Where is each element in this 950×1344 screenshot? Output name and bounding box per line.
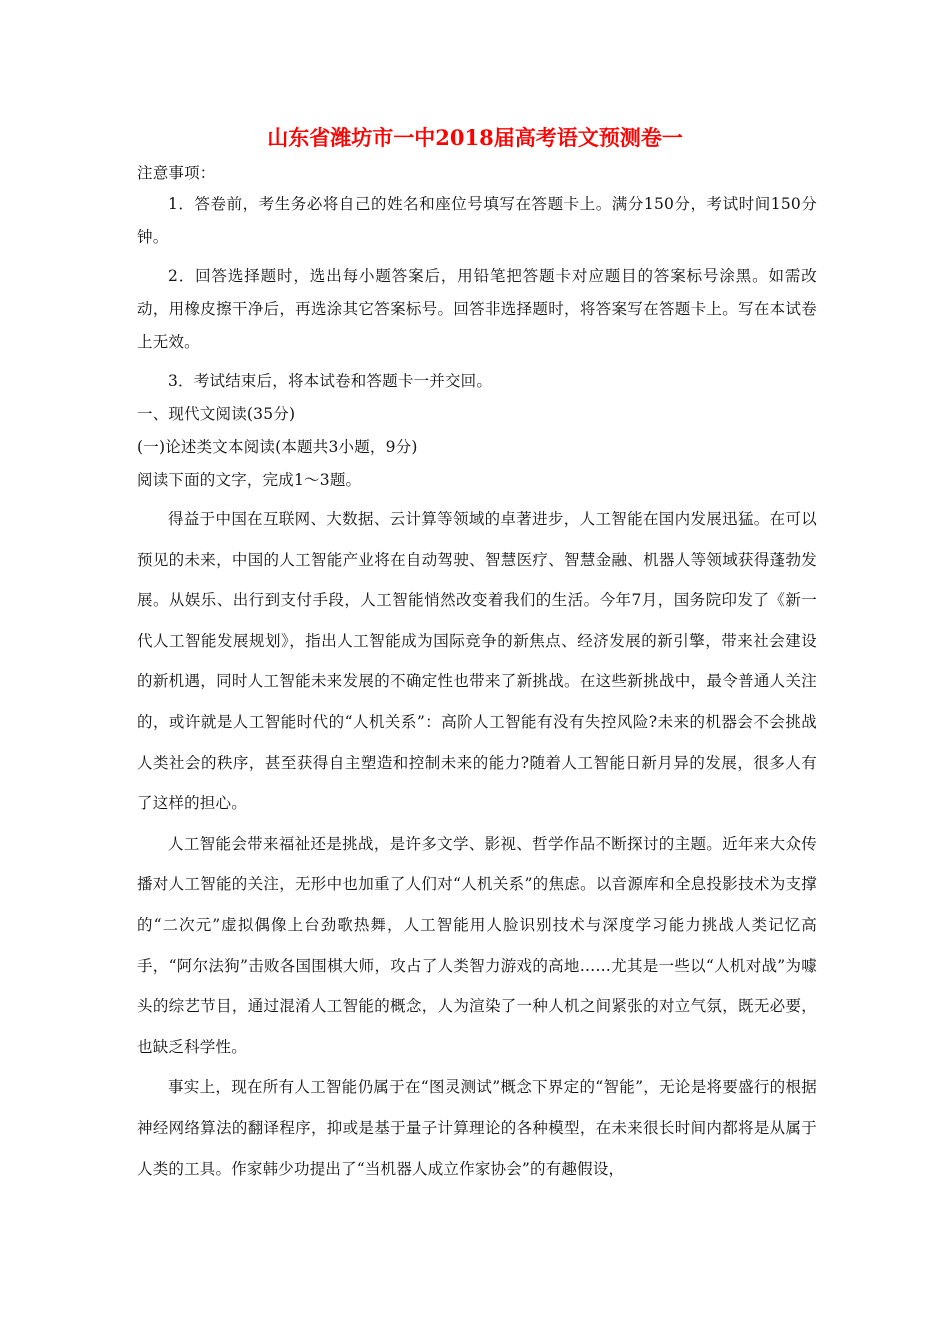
notice-item-2: 2．回答选择题时，选出每小题答案后，用铅笔把答题卡对应题目的答案标号涂黑。如需改动，用橡皮擦干净后，再选涂其它答案标号。回答非选择题时，将答案写在答题卡上。写在本试卷上无效。 <box>137 267 817 351</box>
passage-paragraph-3: 事实上，现在所有人工智能仍属于在“图灵测试”概念下界定的“智能”，无论是将要盛行的根据神经网络算法的翻译程序，抑或是基于量子计算理论的各种模型，在未来很长时间内都将是从属于人类的工具。作家韩少功提出了“当机器人成立作家协会”的有趣假设， <box>137 1078 817 1178</box>
notice-item-3: 3．考试结束后，将本试卷和答题卡一并交回。 <box>168 372 493 390</box>
passage-paragraph-2: 人工智能会带来福祉还是挑战，是许多文学、影视、哲学作品不断探讨的主题。近年来大众传播对人工智能的关注，无形中也加重了人们对“人机关系”的焦虑。以音源库和全息投影技术为支撑的“二次元”虚拟偶像上台劲歌热舞，人工智能用人脸识别技术与深度学习能力挑战人类记忆高手，“阿尔法狗”击败各国围棋大师，攻占了人类智力游戏的高地……尤其是一些以“人机对战”为噱头的综艺节目，通过混淆人工智能的概念，人为渲染了一种人机之间紧张的对立气氛，既无必要，也缺乏科学性。 <box>137 834 817 1056</box>
section-heading: 一、现代文阅读(35分) <box>137 405 296 423</box>
document-body <box>137 158 817 1189</box>
reading-instruction: 阅读下面的文字，完成1～3题。 <box>137 471 362 489</box>
passage-paragraph-1: 得益于中国在互联网、大数据、云计算等领域的卓著进步，人工智能在国内发展迅猛。在可以预见的未来，中国的人工智能产业将在自动驾驶、智慧医疗、智慧金融、机器人等领域获得蓬勃发展。从娱乐、出行到支付手段，人工智能悄然改变着我们的生活。今年7月，国务院印发了《新一代人工智能发展规划》，指出人工智能成为国际竞争的新焦点、经济发展的新引擎，带来社会建设的新机遇，同时人工智能未来发展的不确定性也带来了新挑战。在这些新挑战中，最令普通人关注的，或许就是人工智能时代的“人机关系”：高阶人工智能有没有失控风险?未来的机器会不会挑战人类社会的秩序，甚至获得自主塑造和控制未来的能力?随着人工智能日新月异的发展，很多人有了这样的担心。 <box>137 510 817 813</box>
notice-heading: 注意事项： <box>137 164 216 182</box>
document-title: 山东省潍坊市一中2018届高考语文预测卷一 <box>267 125 683 150</box>
subsection-heading: (一)论述类文本阅读(本题共3小题，9分) <box>137 438 418 456</box>
notice-item-1: 1．答卷前，考生务必将自己的姓名和座位号填写在答题卡上。满分150分，考试时间150分钟。 <box>137 195 817 246</box>
